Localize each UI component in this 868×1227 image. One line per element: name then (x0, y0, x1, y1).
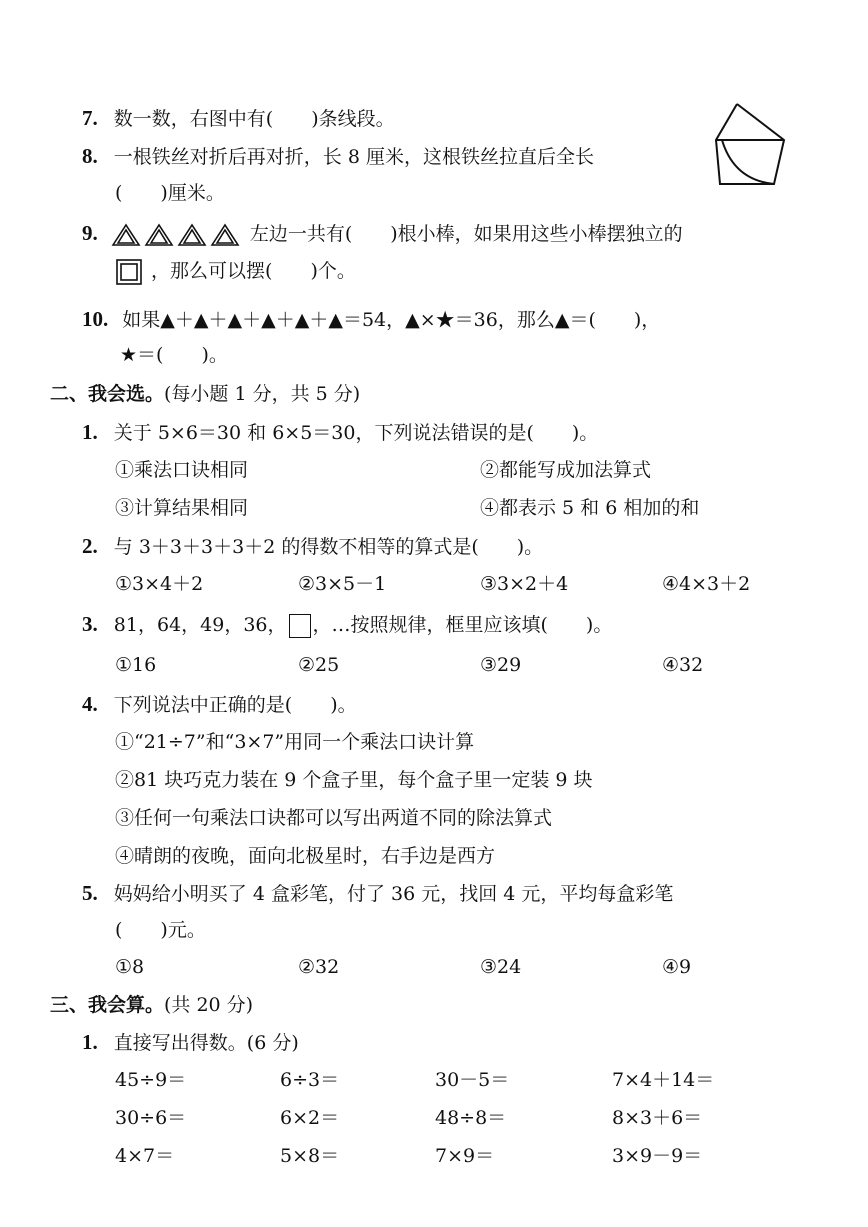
option: ②25 (298, 654, 340, 676)
choice-question-4 (82, 691, 357, 718)
blank-box (289, 614, 311, 638)
question-number: 1. (82, 1030, 98, 1054)
square-sticks-icon (115, 258, 145, 286)
option: ③任何一句乘法口诀都可以写出两道不同的除法算式 (115, 807, 553, 829)
option: ①16 (115, 654, 157, 676)
question-text: 一根铁丝对折后再对折，长 8 厘米，这根铁丝拉直后全长 (113, 146, 594, 168)
choice-question-5 (82, 880, 673, 907)
calc-item: 7×9＝ (435, 1145, 495, 1167)
question-number: 9. (82, 221, 98, 245)
line-segment-figure (712, 100, 788, 192)
question-number: 7. (82, 106, 98, 130)
option: ②81 块巧克力装在 9 个盒子里，每个盒子里一定装 9 块 (115, 769, 593, 791)
option: ④32 (662, 654, 704, 676)
question-9-line2 (115, 258, 356, 286)
question-number: 1. (82, 420, 98, 444)
question-8-line2: ( )厘米。 (115, 182, 225, 204)
section-title: 二、我会选。 (50, 383, 165, 405)
choice-question-1 (82, 419, 598, 446)
section-note: (共 20 分) (164, 994, 254, 1016)
question-text: 与 3＋3＋3＋3＋2 的得数不相等的算式是( )。 (113, 536, 544, 558)
question-number: 3. (82, 612, 98, 636)
option: ①“21÷7”和“3×7”用同一个乘法口诀计算 (115, 731, 475, 753)
calc-item: 6÷3＝ (280, 1069, 340, 1091)
option: ③29 (480, 654, 522, 676)
option: ④晴朗的夜晚，面向北极星时，右手边是西方 (115, 845, 496, 867)
option: ③24 (480, 956, 522, 978)
triangle-sticks-icon (110, 222, 244, 248)
question-text: 直接写出得数。(6 分) (113, 1032, 299, 1054)
option: ①3×4＋2 (115, 573, 204, 595)
option: ①乘法口诀相同 (115, 459, 249, 481)
question-5-line2: ( )元。 (115, 919, 206, 941)
question-text: 下列说法中正确的是( )。 (113, 694, 357, 716)
section-3-heading (50, 992, 253, 1018)
option: ②都能写成加法算式 (480, 459, 652, 481)
option: ④9 (662, 956, 692, 978)
question-text: 81，64，49，36， (113, 614, 287, 636)
question-number: 4. (82, 692, 98, 716)
calc-item: 3×9－9＝ (612, 1145, 703, 1167)
option: ①8 (115, 956, 145, 978)
calc-item: 8×3＋6＝ (612, 1107, 703, 1129)
question-10 (82, 306, 660, 333)
question-8 (82, 143, 594, 170)
option: ②32 (298, 956, 340, 978)
question-7 (82, 105, 395, 132)
question-text-tail: ，…按照规律，框里应该填( )。 (312, 614, 613, 636)
calc-item: 30÷6＝ (115, 1107, 187, 1129)
section-note: (每小题 1 分，共 5 分) (164, 383, 361, 405)
option: ③3×2＋4 (480, 573, 569, 595)
option: ④都表示 5 和 6 相加的和 (480, 497, 700, 519)
question-9 (82, 220, 683, 248)
option: ③计算结果相同 (115, 497, 249, 519)
calc-item: 45÷9＝ (115, 1069, 187, 1091)
section-title: 三、我会算。 (50, 994, 165, 1016)
calc-item: 30－5＝ (435, 1069, 510, 1091)
question-10-line2: ★＝( )。 (120, 344, 228, 366)
question-number: 2. (82, 534, 98, 558)
calc-item: 5×8＝ (280, 1145, 340, 1167)
question-text: 数一数，右图中有( )条线段。 (113, 108, 395, 130)
question-number: 10. (82, 307, 109, 331)
option: ④4×3＋2 (662, 573, 751, 595)
choice-question-3 (82, 611, 612, 638)
option: ②3×5－1 (298, 573, 387, 595)
calc-item: 48÷8＝ (435, 1107, 507, 1129)
question-text: 左边一共有( )根小棒，如果用这些小棒摆独立的 (249, 223, 683, 245)
question-number: 5. (82, 881, 98, 905)
calc-item: 4×7＝ (115, 1145, 175, 1167)
calc-item: 7×4＋14＝ (612, 1069, 715, 1091)
calc-item: 6×2＝ (280, 1107, 340, 1129)
choice-question-2 (82, 533, 543, 560)
question-number: 8. (82, 144, 98, 168)
question-text: 妈妈给小明买了 4 盒彩笔，付了 36 元，找回 4 元，平均每盒彩笔 (113, 883, 674, 905)
question-text: ，那么可以摆( )个。 (151, 260, 356, 282)
section-2-heading (50, 381, 360, 407)
calc-question-1 (82, 1029, 299, 1056)
question-text: 如果▲＋▲＋▲＋▲＋▲＋▲＝54，▲×★＝36，那么▲＝( )， (122, 309, 661, 331)
question-text: 关于 5×6＝30 和 6×5＝30，下列说法错误的是( )。 (113, 422, 599, 444)
